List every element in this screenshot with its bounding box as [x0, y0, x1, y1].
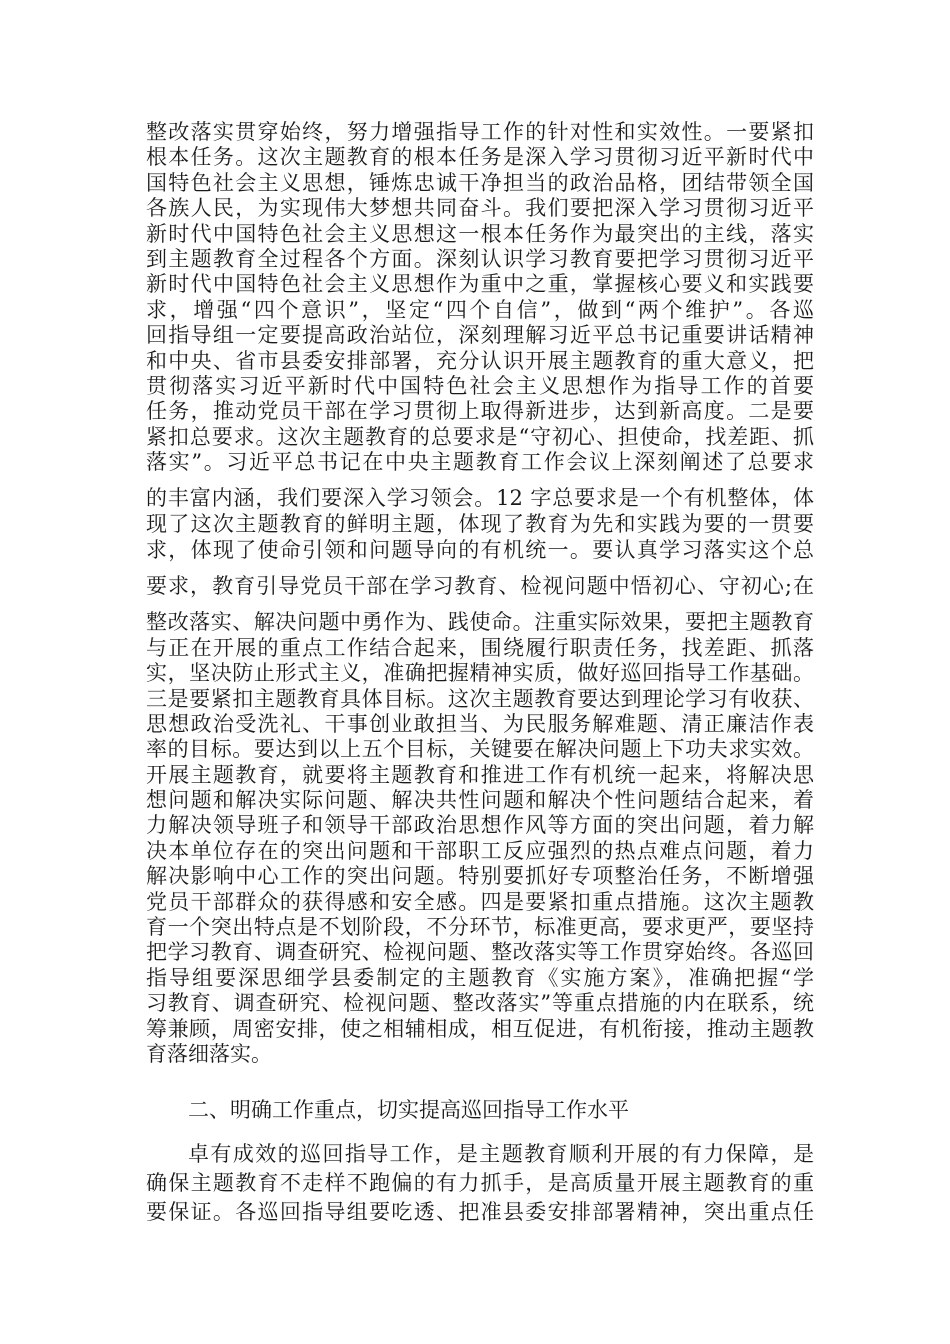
text-line: 育落细落实。: [146, 1042, 272, 1066]
text-line: 根本任务。这次主题教育的根本任务是深入学习贯彻习近平新时代中: [146, 145, 814, 169]
text-line: 习教育、调查研究、检视问题、整改落实”等重点措施的内在联系，统: [146, 991, 814, 1015]
text-line: 想问题和解决实际问题、解决共性问题和解决个性问题结合起来，着: [146, 788, 814, 812]
text-line: 决本单位存在的突出问题和干部职工反应强烈的热点难点问题，着力: [146, 839, 814, 863]
text-line: 开展主题教育，就要将主题教育和推进工作有机统一起来，将解决思: [146, 763, 814, 787]
text-line: 到主题教育全过程各个方面。深刻认识学习教育要把学习贯彻习近平: [146, 247, 814, 271]
text-line: 紧扣总要求。这次主题教育的总要求是“守初心、担使命，找差距、抓: [146, 425, 814, 449]
text-line: 整改落实贯穿始终，努力增强指导工作的针对性和实效性。一要紧扣: [146, 120, 814, 144]
text-line: 落实”。习近平总书记在中央主题教育工作会议上深刻阐述了总要求: [146, 450, 814, 474]
text-line: 整改落实、解决问题中勇作为、践使命。注重实际效果，要把主题教育: [146, 610, 814, 634]
text-line: 和中央、省市县委安排部署，充分认识开展主题教育的重大意义，把: [146, 349, 814, 373]
text-line: 回指导组一定要提高政治站位，深刻理解习近平总书记重要讲话精神: [146, 323, 814, 347]
text-line: 现了这次主题教育的鲜明主题，体现了教育为先和实践为要的一贯要: [146, 512, 814, 536]
text-line: 力解决领导班子和领导干部政治思想作风等方面的突出问题，着力解: [146, 813, 814, 837]
text-line: 的丰富内涵，我们要深入学习领会。12 字总要求是一个有机整体，体: [146, 486, 814, 510]
text-line: 要求，教育引导党员干部在学习教育、检视问题中悟初心、守初心;在: [146, 574, 814, 598]
text-line: 指导组要深思细学县委制定的主题教育《实施方案》，准确把握“学: [146, 966, 814, 990]
text-line: 求，体现了使命引领和问题导向的有机统一。要认真学习落实这个总: [146, 538, 814, 562]
section-heading: 二、明确工作重点，切实提高巡回指导工作水平: [188, 1098, 629, 1122]
text-line: 解决影响中心工作的突出问题。特别要抓好专项整治任务，不断增强: [146, 864, 814, 888]
text-line: 新时代中国特色社会主义思想作为重中之重，掌握核心要义和实践要: [146, 272, 814, 296]
text-line: 新时代中国特色社会主义思想这一根本任务作为最突出的主线，落实: [146, 222, 814, 246]
text-line: 国特色社会主义思想，锤炼忠诚干净担当的政治品格，团结带领全国: [146, 171, 814, 195]
text-line: 确保主题教育不走样不跑偏的有力抓手，是高质量开展主题教育的重: [146, 1171, 814, 1195]
text-line: 各族人民，为实现伟大梦想共同奋斗。我们要把深入学习贯彻习近平: [146, 196, 814, 220]
text-line: 育一个突出特点是不划阶段，不分环节，标准更高，要求更严，要坚持: [146, 915, 814, 939]
text-line: 实，坚决防止形式主义，准确把握精神实质，做好巡回指导工作基础。: [146, 661, 814, 685]
text-line: 卓有成效的巡回指导工作，是主题教育顺利开展的有力保障，是: [188, 1142, 814, 1166]
text-line: 思想政治受洗礼、干事创业敢担当、为民服务解难题、清正廉洁作表: [146, 712, 814, 736]
text-line: 率的目标。要达到以上五个目标，关键要在解决问题上下功夫求实效。: [146, 737, 814, 761]
text-line: 与正在开展的重点工作结合起来，围绕履行职责任务，找差距、抓落: [146, 636, 814, 660]
text-line: 任务，推动党员干部在学习贯彻上取得新进步，达到新高度。二是要: [146, 399, 814, 423]
text-line: 求，增强“四个意识”，坚定“四个自信”，做到“两个维护”。各巡: [146, 298, 814, 322]
text-line: 党员干部群众的获得感和安全感。四是要紧扣重点措施。这次主题教: [146, 890, 814, 914]
text-line: 三是要紧扣主题教育具体目标。这次主题教育要达到理论学习有收获、: [146, 687, 814, 711]
text-line: 贯彻落实习近平新时代中国特色社会主义思想作为指导工作的首要: [146, 374, 814, 398]
text-line: 把学习教育、调查研究、检视问题、整改落实等工作贯穿始终。各巡回: [146, 940, 814, 964]
text-line: 筹兼顾，周密安排，使之相辅相成，相互促进，有机衔接，推动主题教: [146, 1017, 814, 1041]
text-line: 要保证。各巡回指导组要吃透、把准县委安排部署精神，突出重点任: [146, 1200, 814, 1224]
